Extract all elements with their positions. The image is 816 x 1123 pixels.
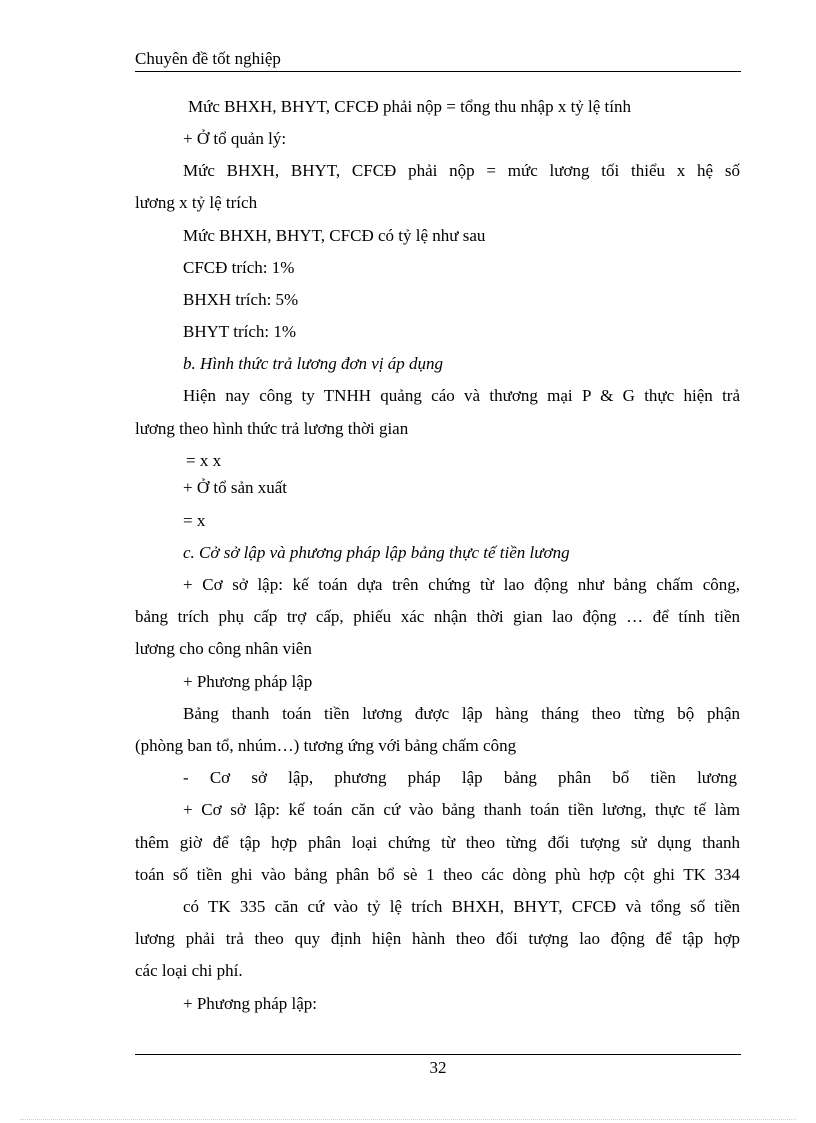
text-line: Mức BHXH, BHYT, CFCĐ có tỷ lệ như sau	[183, 226, 486, 245]
text-line: toán số tiền ghi vào bảng phân bổ sè 1 theo các dòng phù hợp cột ghi TK 334	[135, 865, 740, 884]
text-line: CFCĐ trích: 1%	[183, 258, 295, 277]
text-line: BHXH trích: 5%	[183, 290, 299, 309]
formula-line: = x	[183, 511, 206, 530]
text-line: + Ở tổ quản lý:	[183, 129, 287, 148]
text-line: + Cơ sở lập: kế toán dựa trên chứng từ lao động như bảng chấm công,	[183, 575, 740, 594]
section-heading: c. Cở sở lập và phương pháp lập bảng thực tế tiền lương	[183, 543, 570, 562]
text-line: + Phương pháp lập:	[183, 994, 318, 1013]
text-line: (phòng ban tổ, nhúm…) tương ứng với bảng chấm công	[135, 736, 517, 755]
text-line: lương phải trả theo quy định hiện hành theo đối tượng lao động để tập hợp	[135, 929, 740, 948]
page-number: 32	[429, 1058, 447, 1077]
text-line: thêm giờ để tập hợp phân loại chứng từ theo từng đối tượng sử dụng thanh	[135, 833, 740, 852]
section-heading: b. Hình thức trả lương đơn vị áp dụng	[183, 354, 444, 373]
text-line: Mức BHXH, BHYT, CFCĐ phải nộp = mức lương tối thiểu x hệ số	[183, 161, 740, 180]
text-line: + Phương pháp lập	[183, 672, 313, 691]
text-line: + Ở tổ sản xuất	[183, 478, 288, 497]
page-edge-divider	[20, 1119, 796, 1120]
text-line: lương cho công nhân viên	[135, 639, 312, 658]
text-line: + Cơ sở lập: kế toán căn cứ vào bảng thanh toán tiền lương, thực tế làm	[183, 800, 740, 819]
text-line: BHYT trích: 1%	[183, 322, 297, 341]
text-line: Mức BHXH, BHYT, CFCĐ phải nộp = tổng thu nhập x tỷ lệ tính	[188, 97, 632, 116]
text-line: Hiện nay công ty TNHH quảng cáo và thương mại P & G thực hiện trả	[183, 386, 740, 405]
text-line: bảng trích phụ cấp trợ cấp, phiếu xác nhận thời gian lao động … để tính tiền	[135, 607, 740, 626]
text-line: Bảng thanh toán tiền lương được lập hàng tháng theo từng bộ phận	[183, 704, 740, 723]
text-line: lương theo hình thức trả lương thời gian	[135, 419, 409, 438]
footer-divider	[135, 1054, 741, 1055]
running-header: Chuyên đề tốt nghiệp	[135, 48, 741, 72]
text-line: các loại chi phí.	[135, 961, 243, 980]
text-line: có TK 335 căn cứ vào tỷ lệ trích BHXH, BHYT, CFCĐ và tổng số tiền	[183, 897, 740, 916]
formula-line: = x x	[186, 451, 222, 470]
text-line: lương x tỷ lệ trích	[135, 193, 258, 212]
text-line: - Cơ sở lập, phương pháp lập bảng phân bổ tiền lương	[183, 768, 737, 787]
